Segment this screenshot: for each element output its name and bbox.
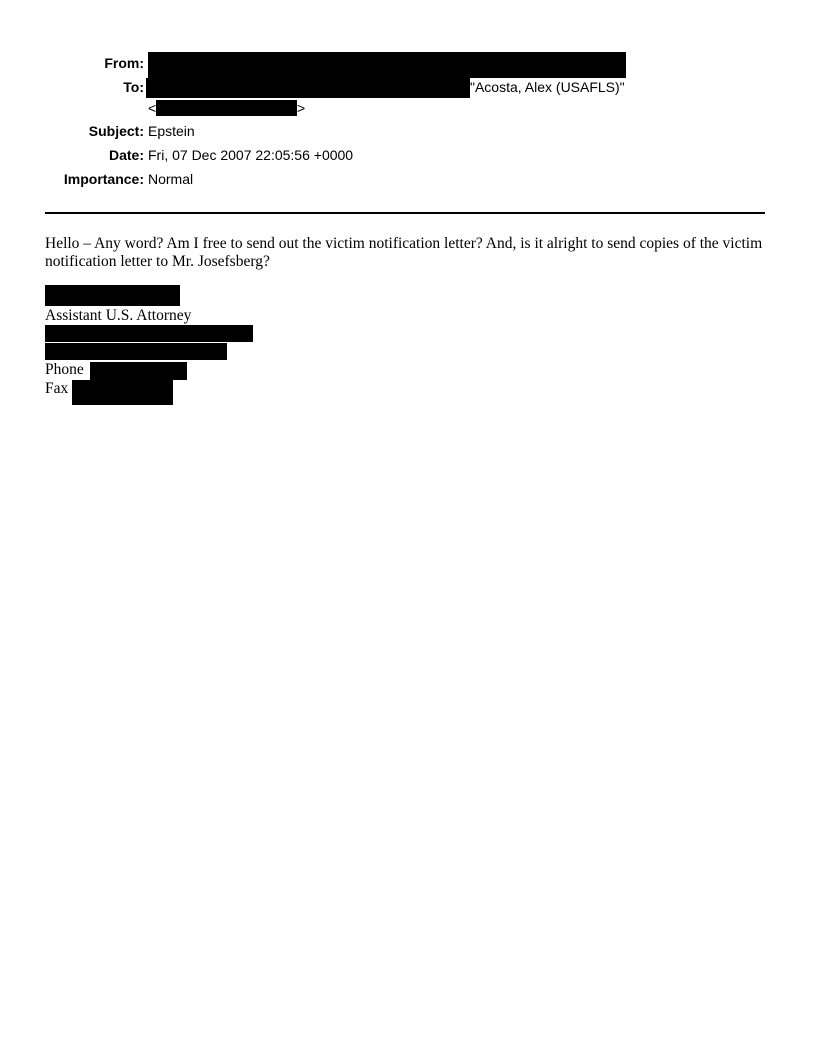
subject-row bbox=[0, 122, 816, 140]
redacted-office-line-2 bbox=[45, 343, 227, 360]
importance-label: Importance: bbox=[63, 171, 144, 187]
to-bracket-close: > bbox=[297, 100, 306, 116]
message-body: Hello – Any word? Am I free to send out the victim notification letter? And, is it alright to send copies of the victim notification letter to Mr. Josefsberg? bbox=[45, 235, 763, 270]
subject-label: Subject: bbox=[88, 123, 144, 139]
header-divider bbox=[45, 212, 765, 214]
signature-title: Assistant U.S. Attorney bbox=[45, 307, 192, 324]
to-row-2 bbox=[0, 99, 816, 117]
subject-value: Epstein bbox=[148, 123, 195, 139]
date-value: Fri, 07 Dec 2007 22:05:56 +0000 bbox=[148, 147, 354, 163]
signature-phone-label: Phone bbox=[45, 361, 84, 378]
signature-fax-label: Fax bbox=[45, 380, 69, 397]
redacted-to-address bbox=[146, 78, 470, 98]
redacted-to-email bbox=[156, 100, 297, 116]
redacted-from-address bbox=[148, 52, 626, 78]
to-bracket-open: < bbox=[148, 100, 157, 116]
from-label: From: bbox=[104, 55, 144, 71]
importance-row bbox=[0, 170, 816, 188]
date-row bbox=[0, 146, 816, 164]
to-label: To: bbox=[123, 79, 144, 95]
redacted-fax-number bbox=[72, 380, 173, 405]
date-label: Date: bbox=[108, 147, 144, 163]
redacted-office-line-1 bbox=[45, 325, 253, 342]
redacted-phone-number bbox=[90, 362, 187, 380]
redacted-sender-name bbox=[45, 285, 180, 306]
importance-value: Normal bbox=[148, 171, 194, 187]
to-value: "Acosta, Alex (USAFLS)" bbox=[470, 79, 625, 95]
